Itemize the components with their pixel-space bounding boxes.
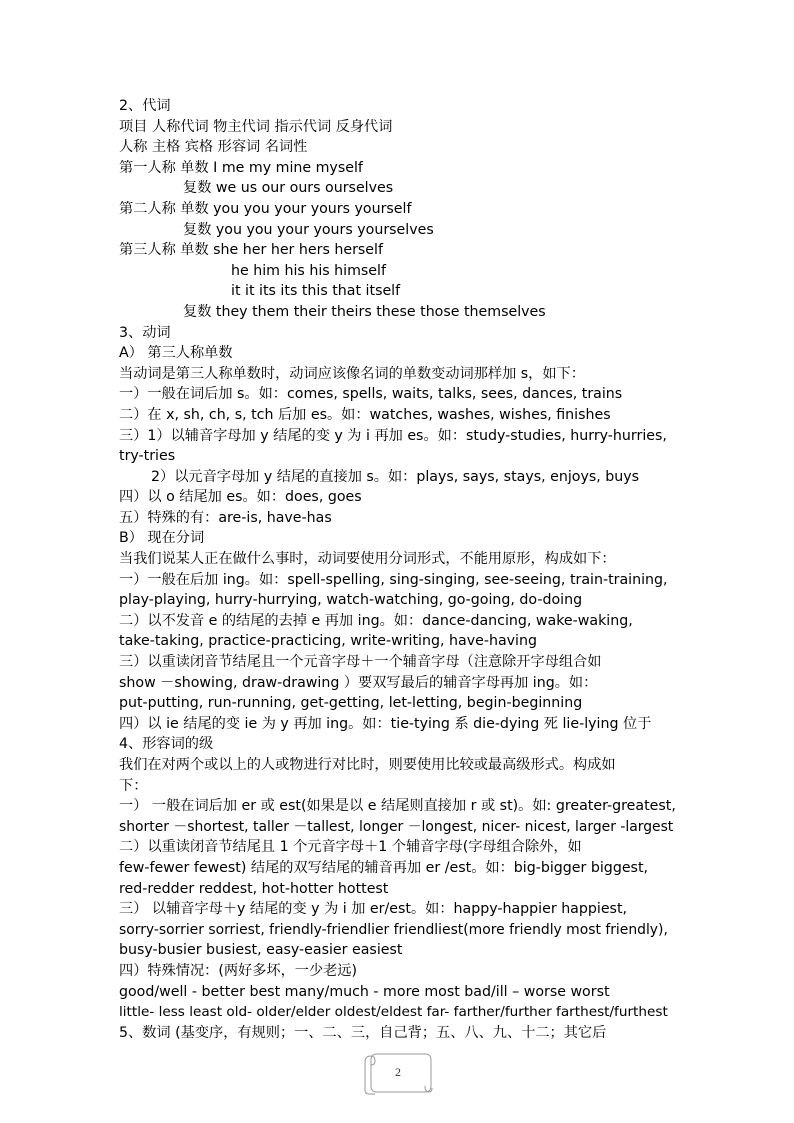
text-line: red-redder reddest, hot-hotter hottest <box>119 880 389 897</box>
text-line: 复数 you you your yours yourselves <box>183 221 434 238</box>
text-line: 四）以 ie 结尾的变 ie 为 y 再加 ing。如：tie-tying 系 die-dying 死 lie-lying 位于 <box>119 715 652 732</box>
text-line: 三）以重读闭音节结尾且一个元音字母＋一个辅音字母（注意除开字母组合如 <box>119 654 602 671</box>
text-line: 一） 一般在词后加 er 或 est(如果是以 e 结尾则直接加 r 或 st)。如: greater-greatest, <box>119 798 676 815</box>
document-body <box>119 96 679 1043</box>
text-line: 2、代词 <box>119 98 171 114</box>
text-line: put-putting, run-running, get-getting, let-letting, begin-beginning <box>119 695 583 712</box>
text-line: take-taking, practice-practicing, write-writing, have-having <box>119 633 537 650</box>
text-line: try-tries <box>119 448 176 465</box>
text-line: shorter －shortest, taller －tallest, longer －longest, nicer- nicest, larger -largest <box>119 818 674 835</box>
text-line: busy-busier busiest, easy-easier easiest <box>119 942 403 959</box>
text-line: 我们在对两个或以上的人或物进行对比时，则要使用比较或最高级形式。构成如 <box>119 757 616 773</box>
text-line: 当动词是第三人称单数时，动词应该像名词的单数变动词那样加 s，如下： <box>119 365 585 382</box>
text-line: 二）在 x, sh, ch, s, tch 后加 es。如：watches, washes, wishes, finishes <box>119 406 611 423</box>
text-line: 一）一般在词后加 s。如：comes, spells, waits, talks, sees, dances, trains <box>119 386 623 403</box>
text-line: 三） 以辅音字母＋y 结尾的变 y 为 i 加 er/est。如：happy-happier happiest, <box>119 901 628 918</box>
text-line: he him his his himself <box>231 262 386 279</box>
text-line: 3、动词 <box>119 324 171 341</box>
text-line: 人称 主格 宾格 形容词 名词性 <box>119 139 308 156</box>
text-line: 五）特殊的有：are-is, have-has <box>119 509 332 526</box>
text-line: 第三人称 单数 she her her hers herself <box>119 242 383 259</box>
text-line: little- less least old- older/elder oldest/eldest far- farther/further farthest/furthest <box>119 1004 668 1021</box>
text-line: 第二人称 单数 you you your yours yourself <box>119 200 412 217</box>
text-line: sorry-sorrier sorriest, friendly-friendlier friendliest(more friendly most friendly), <box>119 921 668 938</box>
text-line: it it its its this that itself <box>231 283 401 300</box>
text-line: 一）一般在后加 ing。如：spell-spelling, sing-singing, see-seeing, train-training, <box>119 571 668 588</box>
text-line: few-fewer fewest) 结尾的双写结尾的辅音再加 er /est。如：big-bigger biggest, <box>119 859 649 876</box>
text-line: 复数 they them their theirs these those themselves <box>183 303 546 320</box>
page-footer-scroll <box>363 1052 433 1096</box>
text-line: 二）以不发音 e 的结尾的去掉 e 再加 ing。如：dance-dancing, wake-waking, <box>119 612 633 629</box>
text-line: 二）以重读闭音节结尾且 1 个元音字母＋1 个辅音字母(字母组合除外，如 <box>119 839 582 856</box>
text-line: 三）1）以辅音字母加 y 结尾的变 y 为 i 再加 es。如：study-studies, hurry-hurries, <box>119 427 667 444</box>
text-line: 第一人称 单数 I me my mine myself <box>119 159 363 176</box>
text-line: 2）以元音字母加 y 结尾的直接加 s。如：plays, says, stays, enjoys, buys <box>151 468 640 485</box>
text-line: 4、形容词的级 <box>119 736 214 753</box>
text-line: 当我们说某人正在做什么事时，动词要使用分词形式，不能用原形，构成如下： <box>119 551 616 568</box>
text-line: 四）以 o 结尾加 es。如：does, goes <box>119 489 362 506</box>
page-number: 2 <box>395 1065 401 1079</box>
text-line: 项目 人称代词 物主代词 指示代词 反身代词 <box>119 118 393 135</box>
text-line: good/well - better best many/much - more most bad/ill – worse worst <box>119 983 610 1000</box>
text-line: 下： <box>119 777 148 794</box>
text-line: A） 第三人称单数 <box>119 345 233 362</box>
text-line: 5、数词 (基变序，有规则；一、二、三，自己背；五、八、九、十二；其它后 <box>119 1024 607 1041</box>
text-line: play-playing, hurry-hurrying, watch-watching, go-going, do-doing <box>119 592 583 609</box>
text-line: 复数 we us our ours ourselves <box>183 180 394 197</box>
text-line: show －showing, draw-drawing ）要双写最后的辅音字母再加 ing。如： <box>119 674 598 691</box>
text-line: 四）特殊情况：(两好多坏，一少老远) <box>119 962 358 979</box>
text-line: B） 现在分词 <box>119 530 205 547</box>
